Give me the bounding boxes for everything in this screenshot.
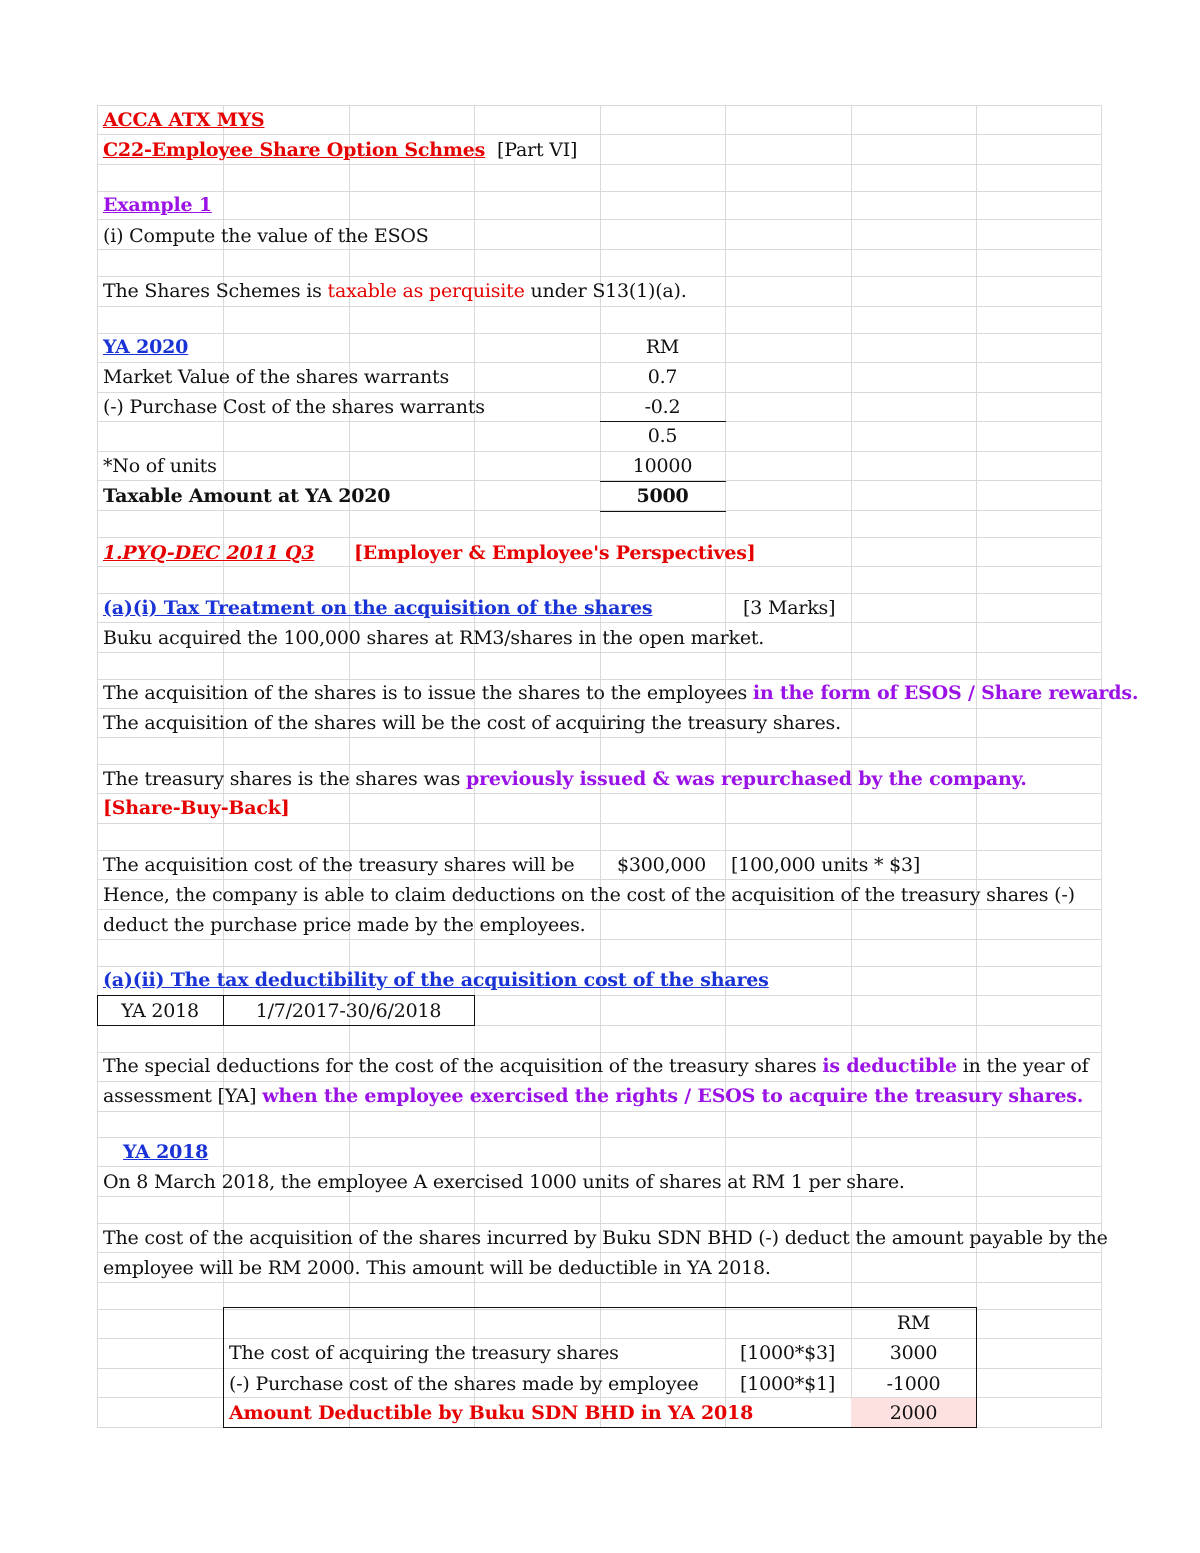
calc-row-value: 10000 bbox=[632, 455, 693, 477]
table-bottom bbox=[223, 1427, 977, 1428]
sum-underline bbox=[600, 421, 726, 422]
grid-row-line bbox=[97, 164, 1102, 165]
part-a1-heading: (a)(i) Tax Treatment on the acquisition of the shares bbox=[103, 597, 653, 619]
grid-row-line bbox=[97, 708, 1102, 709]
currency-header: RM bbox=[645, 336, 680, 358]
acquisition-highlight: in the form of ESOS / Share rewards. bbox=[752, 682, 1139, 704]
example-question: (i) Compute the value of the ESOS bbox=[103, 225, 429, 247]
ya-2020-label: YA 2020 bbox=[103, 336, 189, 358]
box-bottom bbox=[97, 1025, 475, 1026]
acquisition-text: The acquisition of the shares is to issue the shares to the employees bbox=[103, 682, 753, 704]
grid-row-line bbox=[97, 249, 1102, 250]
acquisition-cost-statement: The acquisition of the shares will be the cost of acquiring the treasury shares. bbox=[103, 712, 841, 734]
perquisite-statement bbox=[103, 280, 687, 302]
total-top-line bbox=[600, 481, 726, 482]
share-buy-back-label: [Share-Buy-Back] bbox=[103, 797, 290, 819]
grid-row-line bbox=[97, 737, 1102, 738]
hence-line-1: Hence, the company is able to claim deductions on the cost of the acquisition of the treasury shares (-) bbox=[103, 884, 1075, 906]
grid-row-line bbox=[97, 333, 1102, 334]
grid-row-line bbox=[97, 793, 1102, 794]
assessment-highlight: when the employee exercised the rights / ESOS to acquire the treasury shares. bbox=[262, 1085, 1084, 1107]
table-top bbox=[223, 1307, 977, 1308]
grid-row-line bbox=[97, 909, 1102, 910]
table-left bbox=[223, 1307, 224, 1428]
part-a2-heading: (a)(ii) The tax deductibility of the acquisition cost of the shares bbox=[103, 969, 769, 991]
grid-row-line bbox=[97, 850, 1102, 851]
exercise-statement: On 8 March 2018, the employee A exercised 1000 units of shares at RM 1 per share. bbox=[103, 1171, 905, 1193]
treasury-highlight: previously issued & was repurchased by the company. bbox=[466, 768, 1027, 790]
grid-row-line bbox=[97, 1052, 1102, 1053]
acquisition-cost-calc: [100,000 units * $3] bbox=[731, 854, 921, 876]
table-right bbox=[976, 1307, 977, 1428]
acquisition-cost-label: The acquisition cost of the treasury shares will be bbox=[103, 854, 575, 876]
grid-row-line bbox=[97, 1338, 1102, 1339]
grid-row-line bbox=[97, 392, 1102, 393]
table-row-value: -1000 bbox=[886, 1373, 941, 1395]
table-currency-header: RM bbox=[896, 1312, 931, 1334]
calc-row-value: -0.2 bbox=[644, 396, 681, 418]
taxable-amount-value: 5000 bbox=[636, 485, 689, 507]
chapter-title: C22-Employee Share Option Schmes bbox=[103, 139, 486, 161]
amount-deductible-label: Amount Deductible by Buku SDN BHD in YA 2018 bbox=[229, 1402, 754, 1424]
grid-row-line bbox=[97, 679, 1102, 680]
grid-row-line bbox=[97, 1111, 1102, 1112]
table-row-label: The cost of acquiring the treasury shares bbox=[229, 1342, 619, 1364]
grid-row-line bbox=[97, 362, 1102, 363]
grid-row-line bbox=[97, 1166, 1102, 1167]
grid-row-line bbox=[97, 1282, 1102, 1283]
total-bottom-line bbox=[600, 511, 726, 512]
treasury-statement bbox=[103, 768, 1027, 790]
assessment-text: assessment [YA] bbox=[103, 1085, 263, 1107]
grid-row-line bbox=[97, 823, 1102, 824]
grid-row-line bbox=[97, 451, 1102, 452]
perquisite-highlight: taxable as perquisite bbox=[327, 280, 525, 302]
assessment-statement bbox=[103, 1085, 1083, 1107]
grid-row-line bbox=[97, 1137, 1102, 1138]
grid-row-line bbox=[97, 191, 1102, 192]
grid-row-line bbox=[97, 105, 1102, 106]
perquisite-text: The Shares Schemes is bbox=[103, 280, 328, 302]
acquisition-cost-value: $300,000 bbox=[617, 854, 707, 876]
grid-row-line bbox=[97, 652, 1102, 653]
part-label: [Part VI] bbox=[497, 139, 578, 161]
buku-statement: Buku acquired the 100,000 shares at RM3/shares in the open market. bbox=[103, 627, 765, 649]
table-row-calc: [1000*$1] bbox=[740, 1373, 836, 1395]
grid-row-line bbox=[97, 1223, 1102, 1224]
course-title: ACCA ATX MYS bbox=[103, 109, 265, 131]
grid-row-line bbox=[97, 939, 1102, 940]
special-text-end: in the year of bbox=[956, 1055, 1089, 1077]
calc-row-label: *No of units bbox=[103, 455, 217, 477]
box-right bbox=[474, 995, 475, 1026]
cost-paragraph-1: The cost of the acquisition of the shares incurred by Buku SDN BHD (-) deduct the amount payable by the bbox=[103, 1227, 1108, 1249]
grid-row-line bbox=[97, 1368, 1102, 1369]
special-highlight: is deductible bbox=[822, 1055, 957, 1077]
taxable-amount-label: Taxable Amount at YA 2020 bbox=[103, 485, 391, 507]
calc-row-value: 0.7 bbox=[647, 366, 678, 388]
grid-row-line bbox=[97, 1252, 1102, 1253]
grid-row-line bbox=[97, 1081, 1102, 1082]
acquisition-statement bbox=[103, 682, 1138, 704]
marks-label: [3 Marks] bbox=[743, 597, 836, 619]
table-row-calc: [1000*$3] bbox=[740, 1342, 836, 1364]
basis-period-label: 1/7/2017-30/6/2018 bbox=[255, 1000, 442, 1022]
grid-row-line bbox=[97, 1196, 1102, 1197]
cost-paragraph-2: employee will be RM 2000. This amount will be deductible in YA 2018. bbox=[103, 1257, 771, 1279]
grid-row-line bbox=[97, 134, 1102, 135]
grid-row-line bbox=[97, 219, 1102, 220]
grid-row-line bbox=[97, 1309, 1102, 1310]
pyq-title: 1.PYQ-DEC 2011 Q3 bbox=[103, 542, 315, 564]
grid-row-line bbox=[97, 593, 1102, 594]
table-row-value: 3000 bbox=[889, 1342, 938, 1364]
grid-row-line bbox=[97, 764, 1102, 765]
calc-row-label: (-) Purchase Cost of the shares warrants bbox=[103, 396, 485, 418]
perquisite-text-end: under S13(1)(a). bbox=[524, 280, 687, 302]
box-top bbox=[97, 995, 475, 996]
table-row-label: (-) Purchase cost of the shares made by employee bbox=[229, 1373, 699, 1395]
amount-deductible-value: 2000 bbox=[889, 1402, 938, 1424]
special-text: The special deductions for the cost of the acquisition of the treasury shares bbox=[103, 1055, 823, 1077]
perspective-label: [Employer & Employee's Perspectives] bbox=[354, 542, 756, 564]
grid-col-line bbox=[97, 105, 98, 1427]
calc-row-value: 0.5 bbox=[647, 425, 678, 447]
example-heading: Example 1 bbox=[103, 194, 212, 216]
calc-row-label: Market Value of the shares warrants bbox=[103, 366, 450, 388]
grid-row-line bbox=[97, 566, 1102, 567]
grid-row-line bbox=[97, 306, 1102, 307]
special-deduction-statement bbox=[103, 1055, 1088, 1077]
grid-row-line bbox=[97, 537, 1102, 538]
grid-row-line bbox=[97, 879, 1102, 880]
treasury-text: The treasury shares is the shares was bbox=[103, 768, 466, 790]
grid-row-line bbox=[97, 966, 1102, 967]
hence-line-2: deduct the purchase price made by the employees. bbox=[103, 914, 586, 936]
grid-row-line bbox=[97, 622, 1102, 623]
grid-row-line bbox=[97, 276, 1102, 277]
ya-2018-label: YA 2018 bbox=[123, 1141, 209, 1163]
ya-box-label: YA 2018 bbox=[121, 1000, 199, 1022]
